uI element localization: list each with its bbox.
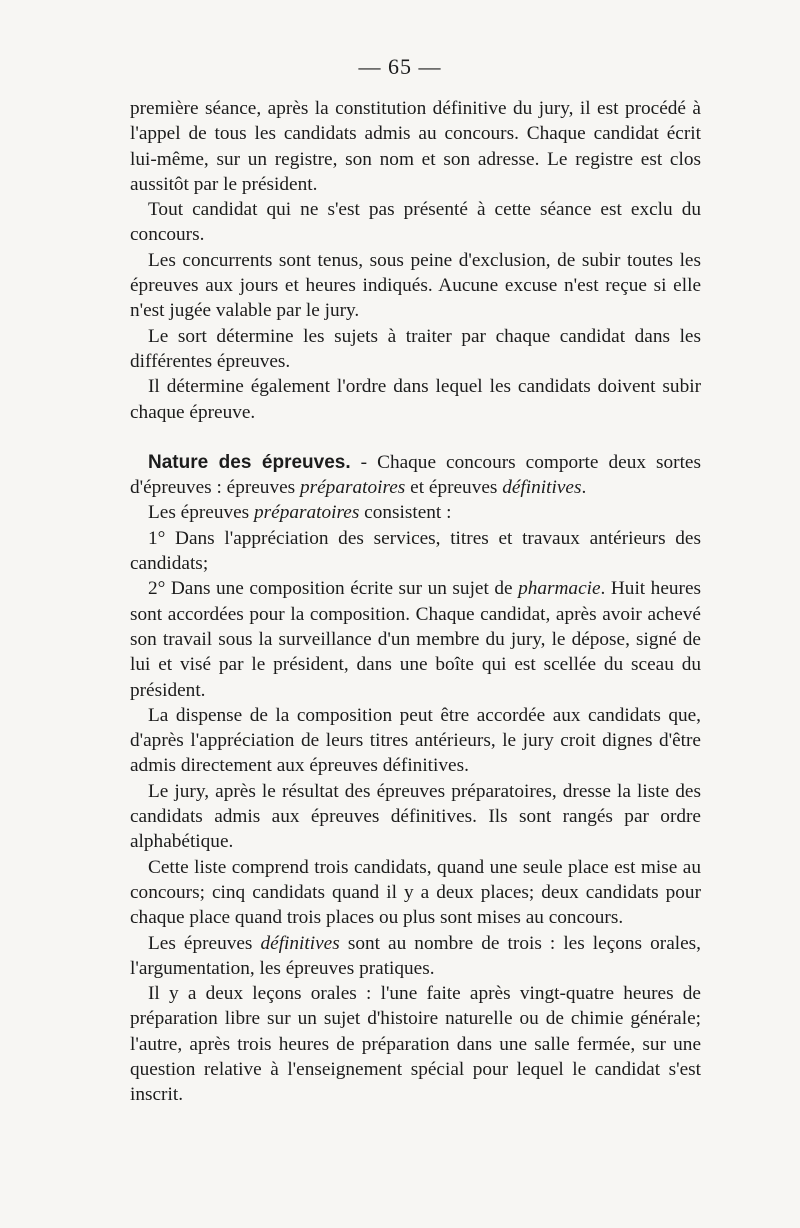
paragraph-lecons: Il y a deux leçons orales : l'une faite après vingt-quatre heures de préparation libre sur un sujet d'histoire naturelle ou de chimie générale; l'autre, après trois heures de préparation dans une salle fermée, sur une question relative à l'enseignement spécial pour lequel le candidat s'est inscrit. bbox=[130, 983, 701, 1106]
list-item-1: 1° Dans l'appréciation des services, titres et travaux antérieurs des candidats; bbox=[130, 527, 701, 575]
page-body bbox=[130, 96, 701, 1108]
paragraph-exclusion: Tout candidat qui ne s'est pas présenté à cette séance est exclu du concours. bbox=[130, 199, 701, 246]
section-heading: Nature des épreuves. bbox=[148, 451, 351, 473]
paragraph-jury: Le jury, après le résultat des épreuves préparatoires, dresse la liste des candidats admis aux épreuves définitives. Ils sont rangés par ordre alphabétique. bbox=[130, 780, 701, 853]
paragraph-concurrents: Les concurrents sont tenus, sous peine d'exclusion, de subir toutes les épreuves aux jours et heures indiqués. Aucune excuse n'est reçue si elle n'est jugée valable par le jury. bbox=[130, 249, 701, 322]
paragraph-ordre: Il détermine également l'ordre dans lequel les candidats doivent subir chaque épreuve. bbox=[130, 376, 701, 423]
paragraph-nature: Nature des épreuves. - Chaque concours comporte deux sortes d'épreuves : épreuves préparatoires et épreuves définitives. bbox=[130, 451, 701, 499]
paragraph-sort: Le sort détermine les sujets à traiter par chaque candidat dans les différentes épreuves. bbox=[130, 325, 701, 372]
paragraph-liste: Cette liste comprend trois candidats, quand une seule place est mise au concours; cinq candidats quand il y a deux places; deux candidats pour chaque place quand trois places ou plus sont mises au concours. bbox=[130, 856, 701, 929]
paragraph-definitives: Les épreuves définitives sont au nombre de trois : les leçons orales, l'argumentation, les épreuves pratiques. bbox=[130, 932, 701, 979]
list-item-2: 2° Dans une composition écrite sur un sujet de pharmacie. Huit heures sont accordées pour la composition. Chaque candidat, après avoir achevé son travail sous la surveillance d'un membre du jury, le dépose, signé de lui et visé par le président, dans une boîte qui est scellée du sceau du président. bbox=[130, 578, 702, 701]
paragraph-preparatoires: Les épreuves préparatoires consistent : bbox=[148, 502, 452, 524]
page-number: — 65 — bbox=[358, 54, 442, 79]
paragraph-seance: première séance, après la constitution définitive du jury, il est procédé à l'appel de tous les candidats admis au concours. Chaque candidat écrit lui-même, sur un registre, son nom et son adresse. Le registre est clos aussitôt par le président. bbox=[130, 98, 701, 195]
paragraph-dispense: La dispense de la composition peut être accordée aux candidats que, d'après l'appréciation de leurs titres antérieurs, le jury croit dignes d'être admis directement aux épreuves définitives. bbox=[130, 704, 701, 777]
